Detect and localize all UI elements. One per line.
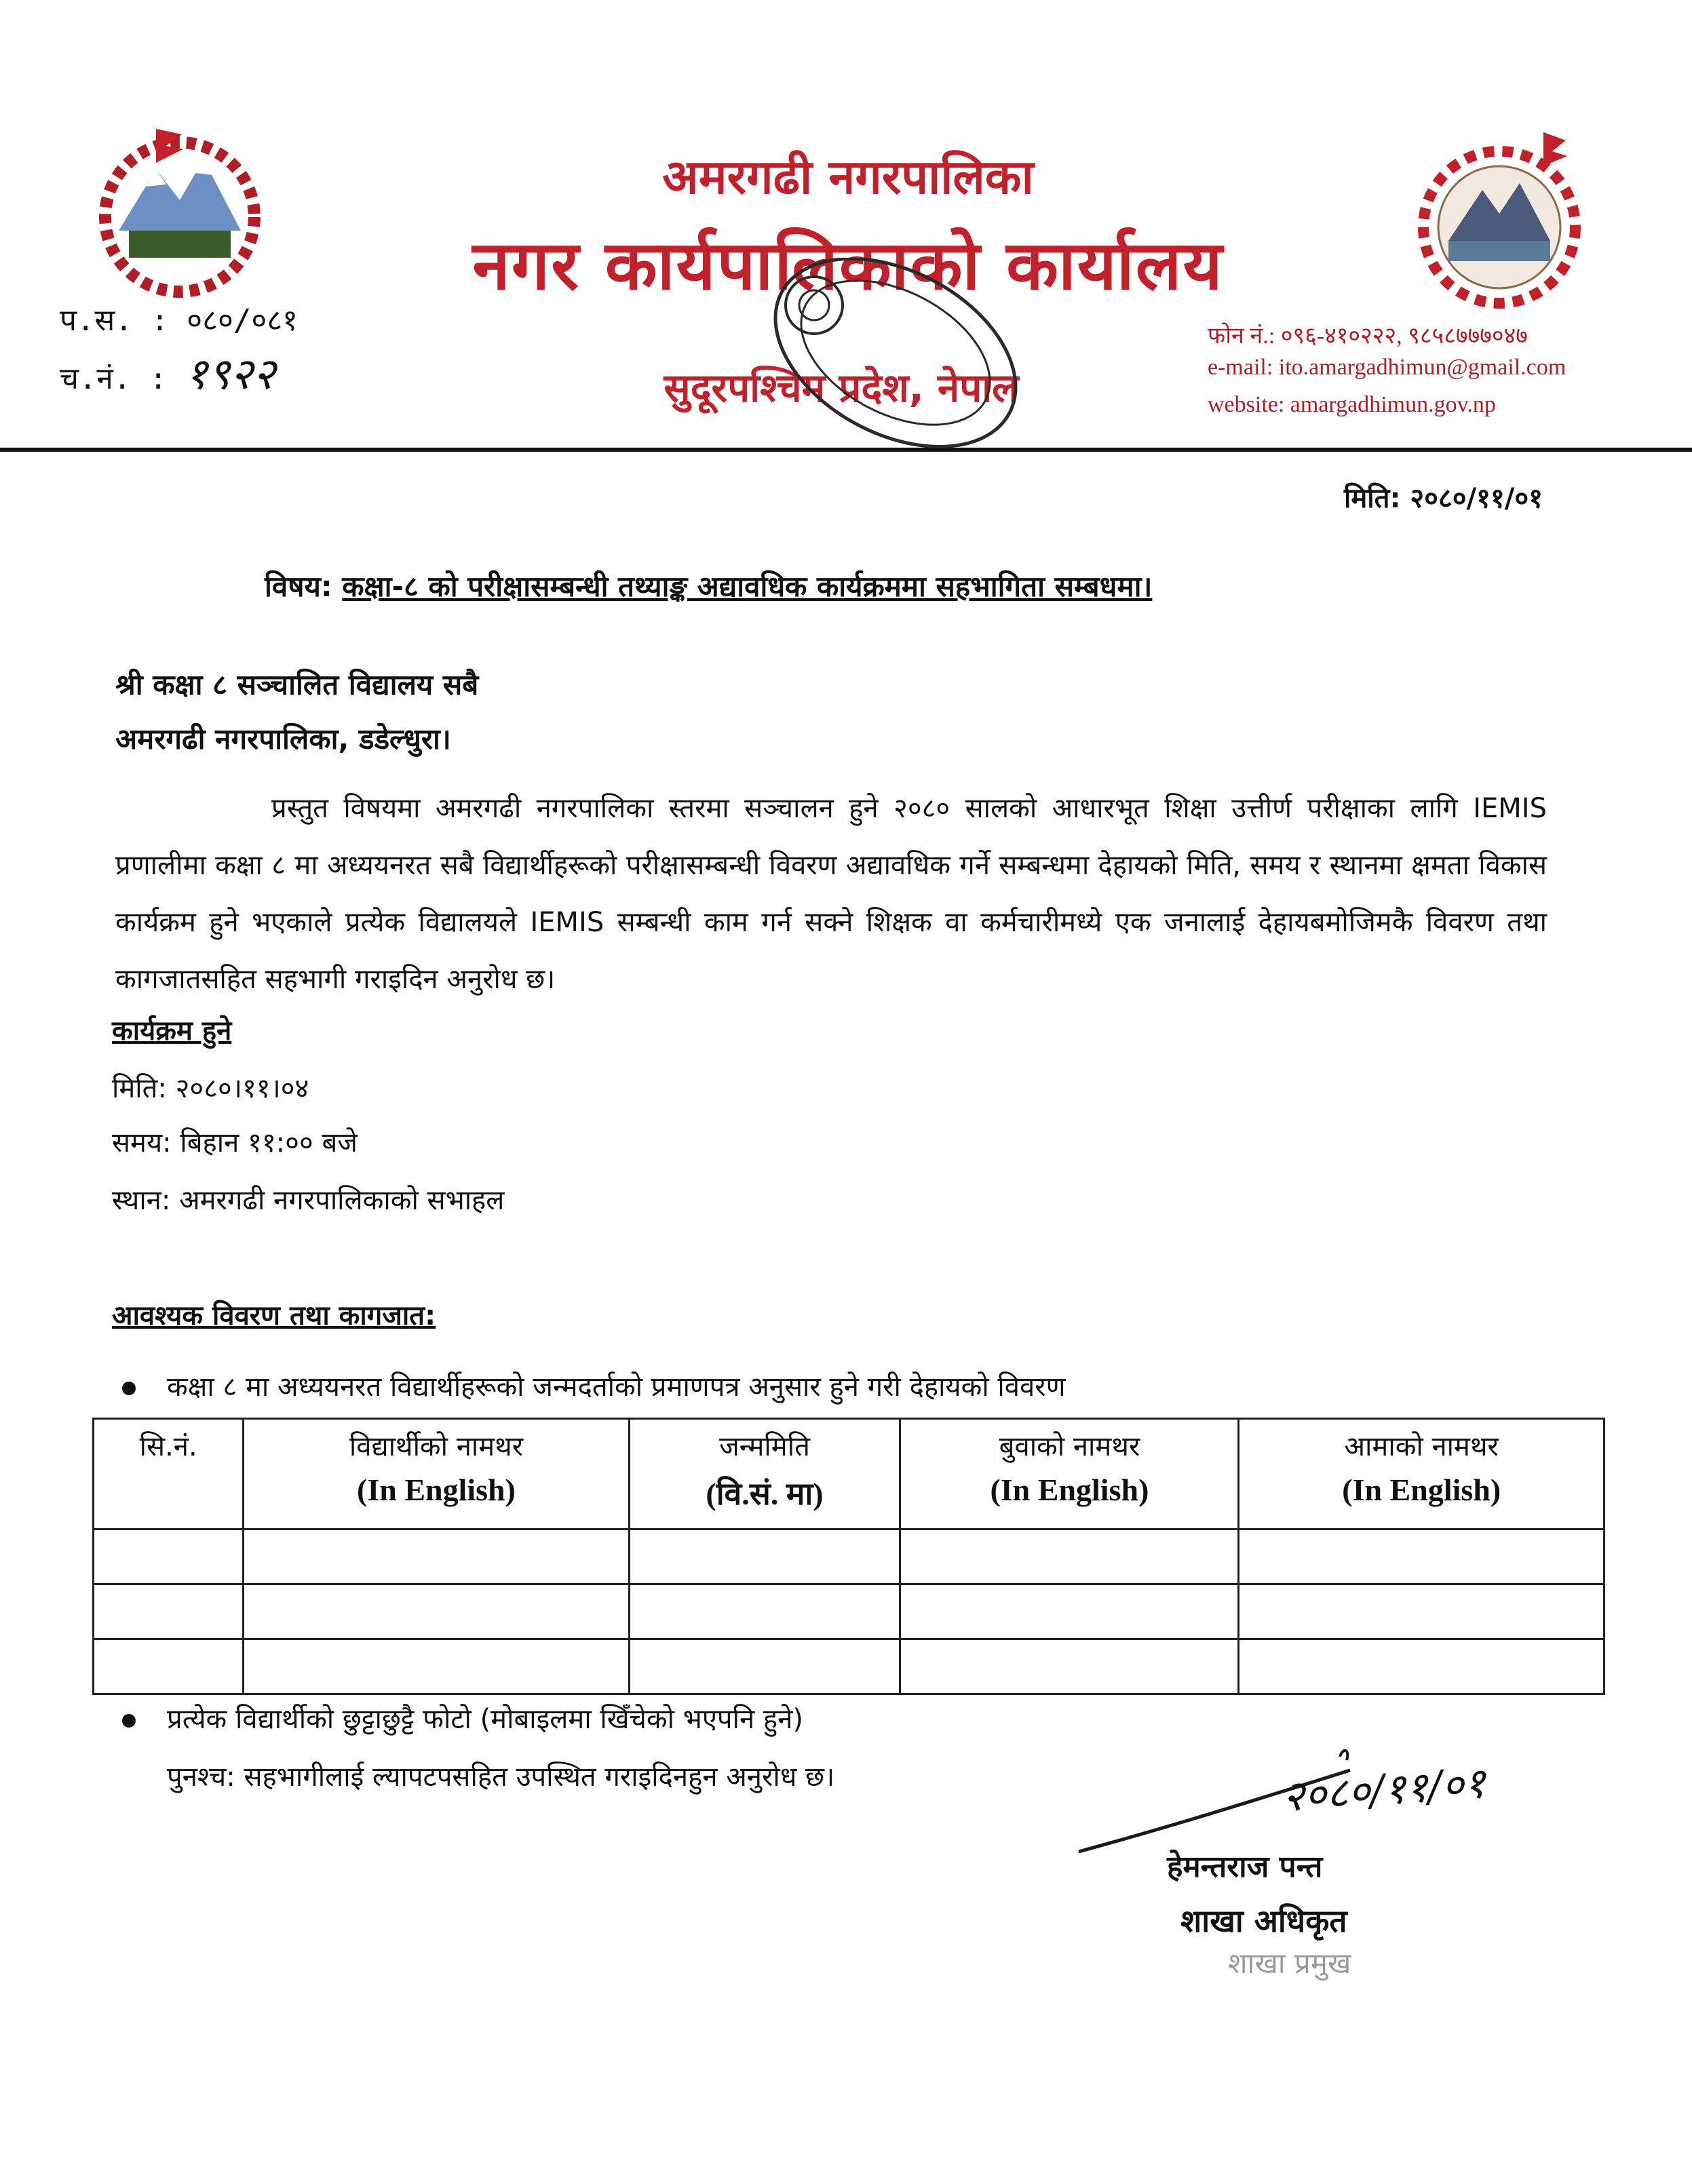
contact-email: e-mail: ito.amargadhimun@gmail.com (1208, 355, 1566, 380)
municipality-name: अमरगढी नगरपालिका (662, 149, 1034, 205)
handwritten-sign-date: २०८०/११/०१ (1280, 1757, 1487, 1822)
dispatch-number-ref (60, 343, 275, 402)
postscript-note: पुनश्च: सहभागीलाई ल्यापटपसहित उपस्थित गराइदिनहुन अनुरोध छ। (167, 1761, 835, 1793)
fiscal-year-label: प.स. : (60, 303, 169, 338)
program-time: समय: बिहान ११:०० बजे (112, 1127, 358, 1158)
contact-phone: फोन नं.: ०९६-४१०२२२, ९८५८७७७०४७ (1208, 324, 1528, 349)
letter-subject (265, 566, 1152, 605)
office-name: नगर कार्यपालिकाको कार्यालय (472, 226, 1224, 305)
documents-heading: आवश्यक विवरण तथा कागजात: (112, 1300, 436, 1331)
signer-title: शाखा अधिकृत (1180, 1903, 1347, 1939)
municipality-logo-right (1404, 125, 1601, 309)
addressee-line-1: श्री कक्षा ८ सञ्चालित विद्यालय सबै (115, 668, 479, 701)
letter-body: प्रस्तुत विषयमा अमरगढी नगरपालिका स्तरमा सञ्चालन हुने २०८० सालको आधारभूत शिक्षा उत्तीर्ण परीक्षाका लागि IEMIS प्रणालीमा कक्षा ८ मा अध्ययनरत सबै विद्यार्थीहरूको परीक्षासम्बन्धी विवरण अद्यावधिक गर्ने सम्बन्धमा देहायको मिति, समय र स्थानमा क्षमता विकास कार्यक्रम हुने भएकाले प्रत्येक विद्यालयले IEMIS सम्बन्धी काम गर्न सक्ने शिक्षक वा कर्मचारीमध्ये एक जनालाई देहायबमोजिमकै विवरण तथा कागजातसहित सहभागी गराइदिन अनुरोध छ। (115, 793, 1547, 995)
fiscal-year-value: ०८०/०८१ (187, 303, 298, 338)
program-date: मिति: २०८०।११।०४ (112, 1073, 309, 1104)
bullet-1-text: कक्षा ८ मा अध्ययनरत विद्यार्थीहरूको जन्मदर्ताको प्रमाणपत्र अनुसार हुने गरी देहायको विवरण (167, 1371, 1066, 1403)
column-header-serial: सि.नं. (94, 1419, 244, 1529)
student-details-table (92, 1418, 1605, 1695)
letter-date: मिति: २०८०/११/०१ (1344, 483, 1543, 514)
subject-label: विषय: (265, 570, 332, 603)
bullet-icon (122, 1382, 136, 1395)
bullet-2-text: प्रत्येक विद्यार्थीको छुट्टाछुट्टै फोटो (मोबाइलमा खिँचेको भएपनि हुने) (167, 1704, 803, 1735)
signer-name: हेमन्तराज पन्त (1167, 1850, 1323, 1884)
dispatch-number-label: च.नं. : (60, 362, 168, 396)
program-place: स्थान: अमरगढी नगरपालिकाको सभाहल (112, 1185, 505, 1216)
table-row (94, 1529, 1604, 1584)
dispatch-number-value: १९२२ (185, 349, 275, 399)
table-header-row (94, 1419, 1604, 1529)
fiscal-year-ref (60, 298, 298, 339)
documents-bullet-2 (122, 1699, 803, 1736)
subject-text: कक्षा-८ को परीक्षासम्बन्धी तथ्याङ्क अद्यावधिक कार्यक्रममा सहभागिता सम्बधमा। (342, 570, 1153, 603)
section-head-stamp: शाखा प्रमुख (1228, 1947, 1351, 1980)
program-heading: कार्यक्रम हुने (112, 1015, 232, 1047)
office-location: सुदूरपश्चिम प्रदेश, नेपाल (664, 365, 1019, 411)
contact-website: website: amargadhimun.gov.np (1208, 392, 1496, 417)
addressee-line-2: अमरगढी नगरपालिका, डडेल्धुरा। (115, 722, 451, 756)
column-header-student-name: विद्यार्थीको नामथर (In English) (244, 1419, 629, 1529)
nepal-government-emblem-left (81, 122, 278, 298)
column-header-mother-name: आमाको नामथर (In English) (1239, 1419, 1604, 1529)
table-row (94, 1639, 1604, 1694)
column-header-father-name: बुवाको नामथर (In English) (900, 1419, 1239, 1529)
table-row (94, 1584, 1604, 1639)
column-header-birth-date: जन्ममिति (वि.सं. मा) (629, 1419, 900, 1529)
bullet-icon (122, 1714, 136, 1728)
documents-bullet-1 (122, 1367, 1066, 1404)
header-divider (0, 448, 1692, 452)
